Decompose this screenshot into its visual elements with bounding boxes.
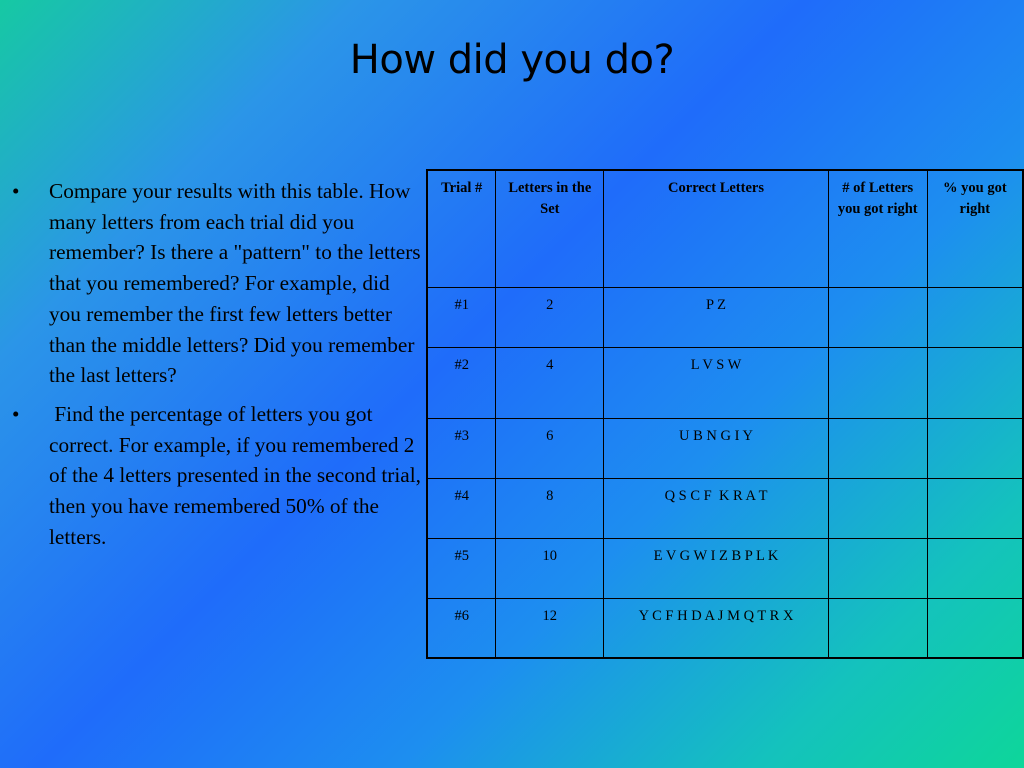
cell-percent-right: [927, 538, 1023, 598]
cell-trial: #5: [427, 538, 496, 598]
cell-count-right: [828, 287, 927, 347]
bullet-item: [12, 399, 427, 553]
bullet-list: [12, 176, 427, 560]
bullet-text: Compare your results with this table. How many letters from each trial did you remember? Is there a "pattern" to the letters that you remembered? For example, did you remember the first few letters better than the middle letters? Did you remember the last letters?: [49, 179, 421, 388]
cell-correct-letters: U B N G I Y: [604, 418, 829, 478]
cell-correct-letters: Q S C F K R A T: [604, 478, 829, 538]
header-letters-in-set: Letters in the Set: [496, 170, 604, 287]
bullet-text: Find the percentage of letters you got correct. For example, if you remembered 2 of the 4 letters presented in the second trial, then you have remembered 50% of the letters.: [49, 401, 427, 549]
header-correct-letters: Correct Letters: [604, 170, 829, 287]
cell-correct-letters: E V G W I Z B P L K: [604, 538, 829, 598]
cell-percent-right: [927, 478, 1023, 538]
table-row: [427, 287, 1023, 347]
table-row: [427, 418, 1023, 478]
table-row: [427, 598, 1023, 658]
cell-letters-in-set: 2: [496, 287, 604, 347]
cell-count-right: [828, 598, 927, 658]
results-table: [426, 169, 1024, 659]
cell-trial: #2: [427, 347, 496, 418]
cell-correct-letters: Y C F H D A J M Q T R X: [604, 598, 829, 658]
cell-trial: #4: [427, 478, 496, 538]
cell-trial: #1: [427, 287, 496, 347]
cell-count-right: [828, 418, 927, 478]
cell-percent-right: [927, 598, 1023, 658]
cell-count-right: [828, 538, 927, 598]
header-percent-right: % you got right: [927, 170, 1023, 287]
table-row: [427, 538, 1023, 598]
table-row: [427, 478, 1023, 538]
bullet-marker: •: [12, 401, 20, 426]
cell-letters-in-set: 8: [496, 478, 604, 538]
cell-letters-in-set: 10: [496, 538, 604, 598]
cell-letters-in-set: 4: [496, 347, 604, 418]
cell-percent-right: [927, 418, 1023, 478]
bullet-item: [12, 176, 422, 391]
cell-percent-right: [927, 287, 1023, 347]
cell-trial: #6: [427, 598, 496, 658]
cell-correct-letters: L V S W: [604, 347, 829, 418]
cell-letters-in-set: 12: [496, 598, 604, 658]
cell-count-right: [828, 478, 927, 538]
cell-letters-in-set: 6: [496, 418, 604, 478]
table-row: [427, 347, 1023, 418]
cell-percent-right: [927, 347, 1023, 418]
header-trial: Trial #: [427, 170, 496, 287]
slide-title: How did you do?: [349, 37, 675, 83]
cell-correct-letters: P Z: [604, 287, 829, 347]
cell-count-right: [828, 347, 927, 418]
bullet-marker: •: [12, 179, 20, 203]
cell-trial: #3: [427, 418, 496, 478]
header-count-right: # of Letters you got right: [828, 170, 927, 287]
table-header-row: [427, 170, 1023, 287]
